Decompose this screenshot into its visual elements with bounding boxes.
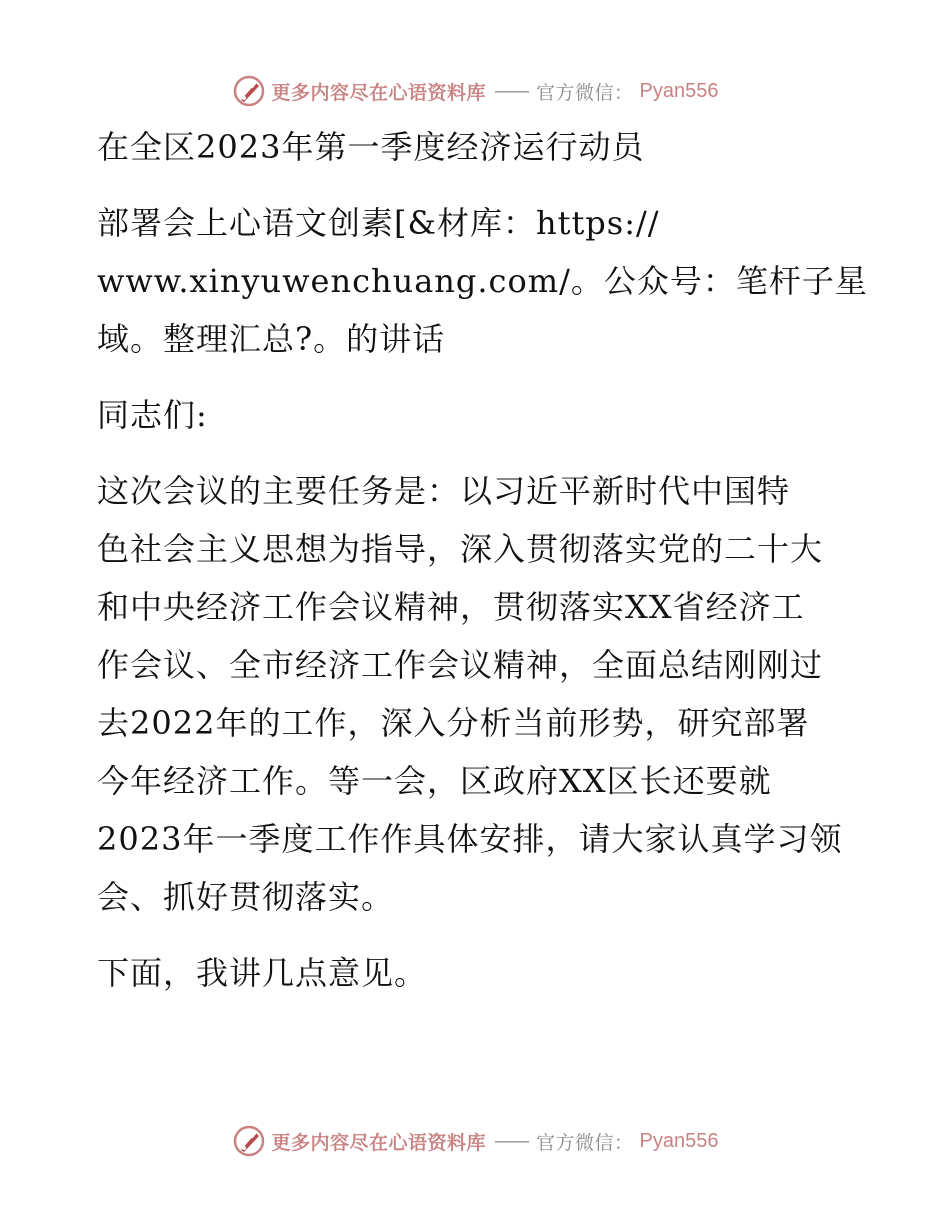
banner-dash: —— [494,1130,529,1152]
closing-line: 下面，我讲几点意见。 [97,954,428,992]
footer-banner [0,1121,950,1161]
banner-site-text: 更多内容尽在心语资料库 [271,1131,487,1154]
banner-wechat-label: 官方微信： [536,1131,634,1154]
banner-wechat-id: Pyan556 [639,79,719,102]
paragraph-line: 色社会主义思想为指导，深入贯彻落实党的二十大 [97,530,824,568]
paragraph-line: 这次会议的主要任务是：以习近平新时代中国特 [97,472,791,510]
document-title [97,118,867,368]
banner-wechat-label: 官方微信： [536,81,634,104]
paragraph-line: 今年经济工作。等一会，区政府XX区长还要就 [97,762,772,800]
feather-pen-logo-icon [232,1124,266,1158]
header-banner [0,71,950,111]
feather-pen-logo-icon [232,74,266,108]
title-line: 域。整理汇总?。的讲话 [97,320,446,358]
body-paragraph [97,462,867,926]
title-line: 在全区2023年第一季度经济运行动员 [97,128,645,166]
title-line: 部署会上心语文创素[&材库：https:// [97,204,660,242]
paragraph-line: 去2022年的工作，深入分析当前形势，研究部署 [97,704,810,742]
title-line: www.xinyuwenchuang.com/。公众号：笔杆子星 [97,262,868,300]
banner-wechat-id: Pyan556 [639,1129,719,1152]
greeting: 同志们: [97,396,208,434]
document-body [97,118,867,1002]
paragraph-line: 和中央经济工作会议精神，贯彻落实XX省经济工 [97,588,805,626]
paragraph-line: 作会议、全市经济工作会议精神，全面总结刚刚过 [97,646,824,684]
paragraph-line: 2023年一季度工作作具体安排，请大家认真学习领 [97,820,843,858]
banner-site-text: 更多内容尽在心语资料库 [271,81,487,104]
paragraph-line: 会、抓好贯彻落实。 [97,878,395,916]
banner-dash: —— [494,80,529,102]
